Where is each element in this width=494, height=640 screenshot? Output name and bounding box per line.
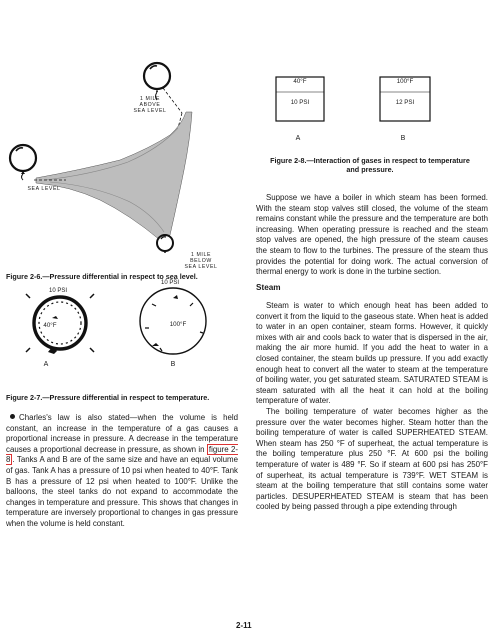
box-b-temperature: 100°F <box>396 78 414 85</box>
figure-2-6-caption: Figure 2-6.—Pressure differential in respect to sea level. <box>6 272 198 281</box>
figure-2-8-caption <box>250 156 490 174</box>
svg-text:1 MILE: 1 MILE <box>190 252 212 258</box>
page-number: 2-11 <box>236 621 252 630</box>
label-below-sea-level <box>184 252 217 270</box>
tank-b-label: B <box>170 361 176 368</box>
box-a-label: A <box>295 135 301 142</box>
svg-text:ABOVE: ABOVE <box>139 102 161 108</box>
steam-text-2: The boiling temperature of water becomes higher as the pressure over the water becomes higher. Steam hotter than the boiling temperature of water is called SUPERHEATED STEAM. When steam has 250 °F of superheat, the actual temperature is the boiling temperature plus 250 °F. At 600 psi the boiling temperature of water is 489 °F. So if steam at 600 psi has 250°F of superheat, its actual temperature is 739°F. WET STEAM is steam at the boiling temperature that still contains some water particles. DESUPERHEATED STEAM is steam that has been cooled by being passed through a pipe extending through <box>256 406 488 512</box>
figure-2-8-diagram <box>250 60 490 150</box>
svg-text:SEA LEVEL: SEA LEVEL <box>184 264 218 270</box>
balloon-above-sea-level <box>144 63 170 100</box>
steam-text-1: Steam is water to which enough heat has been added to convert it from the liquid to the gaseous state. When heat is added to water in an open container, steam forms. However, it quickly mixes with air and cools back to water that is dispersed in the air, making the air more humid. If you add the heat to water in a closed container, the steam builds up pressure. If you add exactly enough heat to convert all the water to steam at the temperature of boiling water, you get saturated steam. SATURATED STEAM is steam saturated with all the heat it can hold at the boiling temperature of water. <box>256 301 488 406</box>
svg-text:1 MILE: 1 MILE <box>139 96 161 102</box>
figure-2-8-link[interactable]: figure 2-8 <box>6 444 238 465</box>
balloon-sea-level <box>10 145 36 180</box>
svg-text:BELOW: BELOW <box>190 258 212 264</box>
charles-text-start: Charles's law is also stated—when the volume is held constant, an increase in the temperature of a gas causes a proportional increase in pressure. A decrease in the temperature causes a proportional decrease in pressure, as shown in <box>6 413 238 454</box>
balloon-below-sea-level <box>157 235 173 253</box>
box-b-psi: 12 PSI <box>395 99 415 106</box>
charles-text-end: . Tanks A and B are of the same size and have an equal volume of gas. Tank A has a pressure of 10 psi when heated to 40°F. Tank B has a pressure of 12 psi when heated to 100°F. Unlike the balloons, the steel tanks do not expand to accommodate the changes in temperature and pressure. This shows that changes in temperature are inversely proportional to changes in gas pressure when the volume is held constant. <box>6 455 238 528</box>
label-sea-level: SEA LEVEL <box>27 186 61 192</box>
boiler-paragraph <box>256 193 488 278</box>
bullet-icon <box>10 414 15 419</box>
charles-law-paragraph <box>6 413 238 530</box>
figure-2-8-caption-line2: and pressure. <box>346 165 394 174</box>
box-a-psi: 10 PSI <box>290 99 310 106</box>
box-a-temperature: 40°F <box>293 78 307 85</box>
figure-2-8-caption-line1: Figure 2-8.—Interaction of gases in respect to temperature <box>270 156 470 165</box>
tank-b-psi: 10 PSI <box>160 280 180 286</box>
boiler-text: Suppose we have a boiler in which steam has been formed. With the steam stop valves still closed, the volume of the steam remains constant while the pressure and the temperature are both increasing. When operating pressure is reached and the steam stop valves are opened, the high pressure of the steam causes the steam to flow to the turbines. The pressure of the steam thus provides the potential for doing work. The actual conversion of thermal energy to work is done in the turbine section. <box>256 193 488 277</box>
tank-a-psi: 10 PSI <box>48 288 68 294</box>
tank-a <box>26 294 94 354</box>
steam-heading: Steam <box>256 283 281 292</box>
figure-2-7-diagram <box>0 278 240 368</box>
tank-a-label: A <box>43 361 49 368</box>
tank-a-temperature: 40°F <box>43 322 57 329</box>
svg-text:SEA LEVEL: SEA LEVEL <box>133 108 167 114</box>
box-b-label: B <box>400 135 406 142</box>
label-above-sea-level <box>133 96 166 114</box>
tank-b-temperature: 100°F <box>169 321 187 328</box>
figure-2-7-caption: Figure 2-7.—Pressure differential in respect to temperature. <box>6 393 210 402</box>
figure-2-6-diagram <box>0 0 240 272</box>
steam-paragraphs <box>256 301 488 513</box>
